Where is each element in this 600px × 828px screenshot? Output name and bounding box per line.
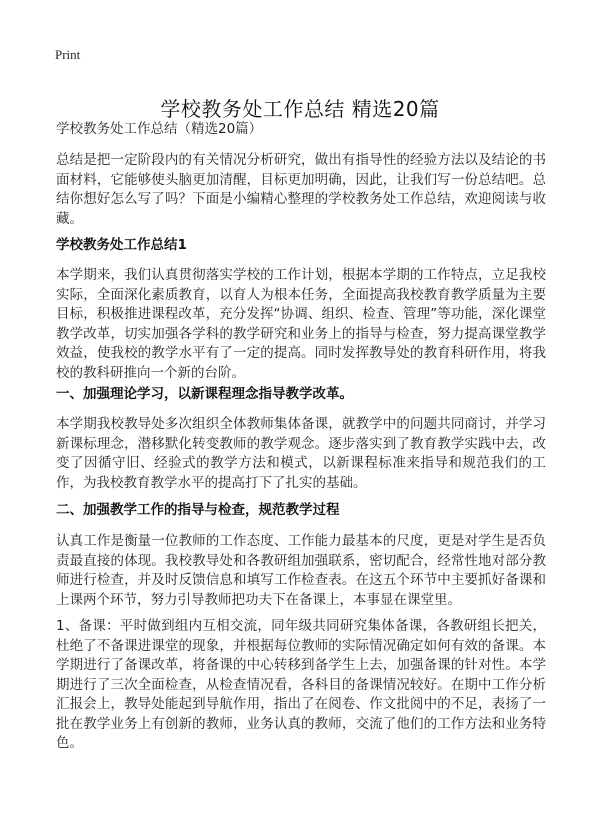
document-subtitle: 学校教务处工作总结（精选20篇） — [56, 121, 263, 137]
subheading-two: 二、加强教学工作的指导与检查，规范教学过程 — [56, 502, 340, 518]
paragraph-two: 认真工作是衡量一位教师的工作态度、工作能力最基本的尺度，更是对学生是否负责最直接的体现。我校教导处和各教研组加强联系，密切配合，经常性地对部分教师进行检查，并及时反馈信息和填写工作检查表。在这五个环节中主要抓好备课和上课两个环节，努力引导教师把功夫下在备课上，本事显在课堂里。 — [56, 533, 546, 608]
paragraph-three: 1、备课：平时做到组内互相交流，同年级共同研究集体备课，各教研组长把关，杜绝了不备课进课堂的现象，并根据每位教师的实际情况确定如何有效的备课。本学期进行了备课改革，将备课的中心转移到备学生上去，加强备课的针对性。本学期进行了三次全面检查，从检查情况看，各科目的备课情况较好。在期中工作分析汇报会上，教导处能起到导航作用，指出了在阅卷、作文批阅中的不足，表扬了一批在教学业务上有创新的教师，业务认真的教师，交流了他们的工作方法和业务特色。 — [56, 618, 546, 751]
subheading-one: 一、加强理论学习，以新课程理念指导教学改革。 — [56, 386, 353, 402]
section-heading-1: 学校教务处工作总结1 — [56, 237, 187, 253]
paragraph-one: 本学期我校教导处多次组织全体教师集体备课，就教学中的问题共同商讨，并学习新课标理念，潜移默化转变教师的教学观念。逐步落实到了教育教学实践中去，改变了因循守旧、经验式的教学方法和模式，以新课程标准来指导和规范我们的工作，为我校教育教学水平的提高打下了扎实的基础。 — [56, 416, 546, 491]
print-label[interactable]: Print — [55, 47, 81, 62]
intro-paragraph: 总结是把一定阶段内的有关情况分析研究，做出有指导性的经验方法以及结论的书面材料，它能够使头脑更加清醒，目标更加明确，因此，让我们写一份总结吧。总结你想好怎么写了吗？下面是小编精心整理的学校教务处工作总结，欢迎阅读与收藏。 — [56, 152, 546, 227]
section-paragraph-1: 本学期来，我们认真贯彻落实学校的工作计划，根据本学期的工作特点，立足我校实际，全面深化素质教育，以育人为根本任务，全面提高我校教育教学质量为主要目标，积极推进课程改革，充分发挥“协调、组织、检查、管理”等功能，深化课堂教学改革，切实加强各学科的教学研究和业务上的指导与检查，努力提高课堂教学效益，使我校的教学水平有了一定的提高。同时发挥教导处的教育科研作用，将我校的教科研推向一个新的台阶。 — [56, 267, 546, 381]
document-title: 学校教务处工作总结 精选20篇 — [160, 97, 440, 122]
